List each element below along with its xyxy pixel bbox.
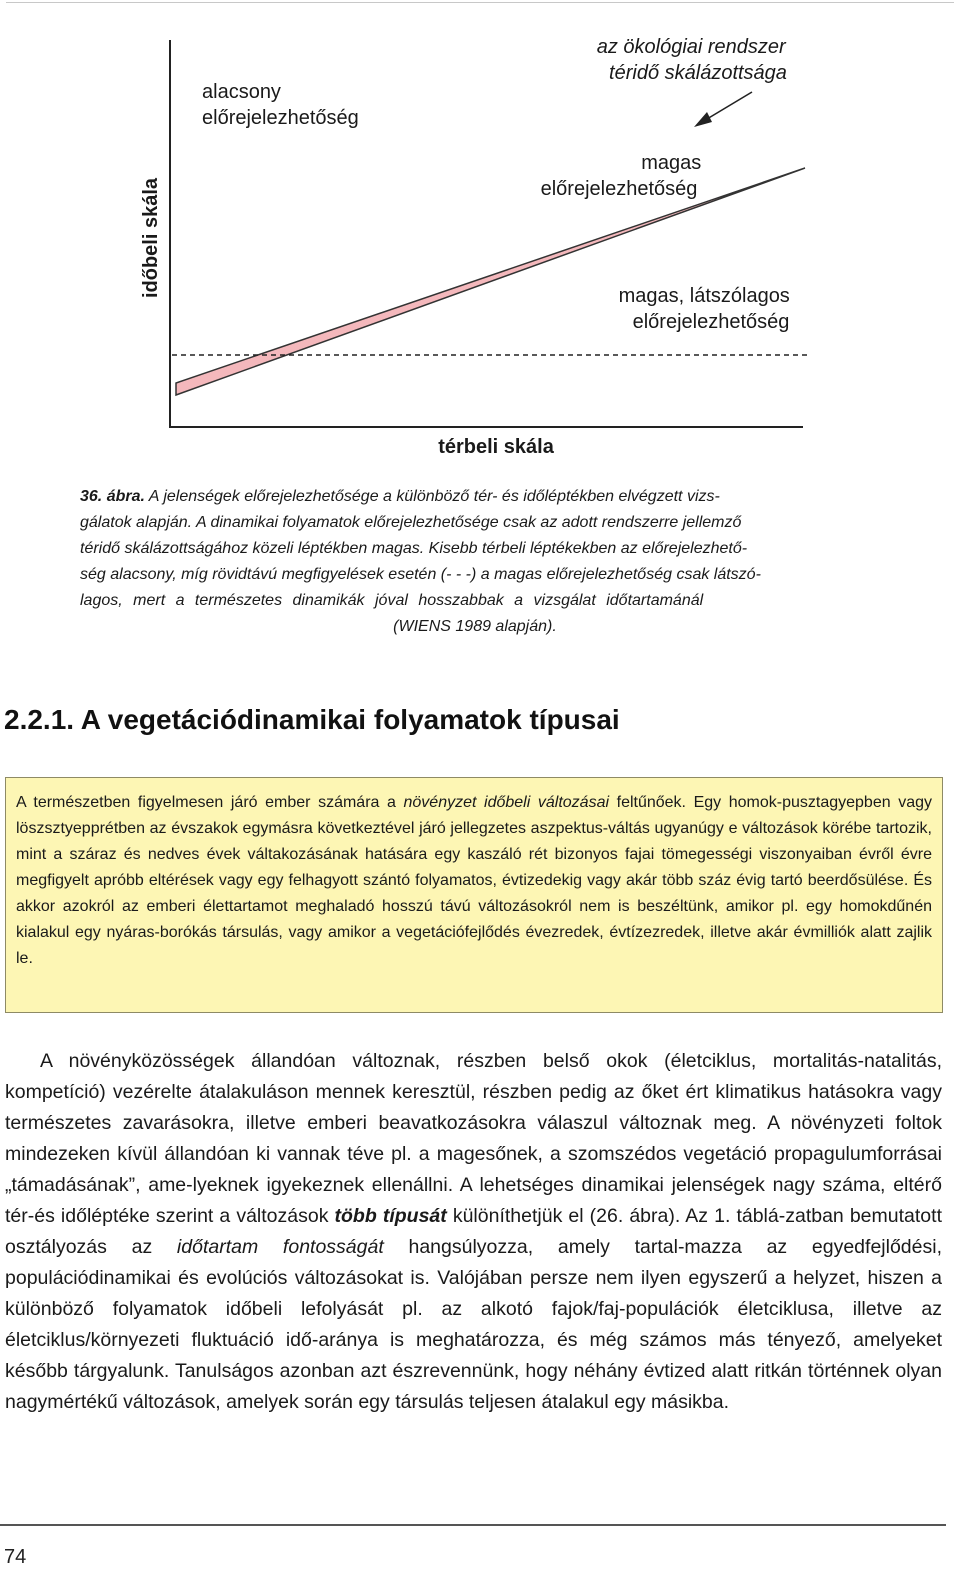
caption-line: lagos, mert a természetes dinamikák jóval hosszabbak a vizsgálat időtartamánál [80,592,704,609]
caption-line: gálatok alapján. A dinamikai folyamatok előrejelezhetősége csak az adott rendszerre jellemző [80,514,742,531]
caption-figure-number: 36. ábra. [80,488,145,505]
highlight-text: A természetben figyelmesen járó ember számára a növényzet időbeli változásai feltűnőek. Egy homok-pusztagyepben vagy löszsztyepprétben az évszakok egymásra következtével járó jellegzetes aszpektus-váltás ugyanúgy e változások körébe tartozik, mint a száraz és nedves évek váltakozásának hatására egy kaszáló rét bizonyos fajai tömegességi viszonyaiban évről évre megfigyelt apróbb eltérések vagy egy felhagyott szántó folyamatos, évtizedekig vagy akár több száz évig tartó beerdősülése. És akkor azokról az emberi élettartamot meghaladó hosszú távú változásokról nem is beszéltünk, amikor pl. egy homokdűnén kialakul egy nyáras-borókás társulás, vagy amikor a vegetációfejlődés évezredek, évtízezredek, illetve akár évmilliók alatt zajlik le. [16,794,933,967]
y-axis-label: időbeli skála [140,177,162,299]
section-heading: 2.2.1. A vegetációdinamikai folyamatok típusai [4,704,620,735]
label-high-predictability: magas előrejelezhetőség [540,152,702,200]
body-paragraph: A növényközösségek állandóan változnak, részben belső okok (életciklus, mortalitás-natalitás, kompetíció) vezérelte átalakuláson mennek keresztül, részben pedig az őket ért klimatikus hatásokra vagy természetes zavarásokra, illetve emberi beavatkozásokra válaszul változnak meg. A növényzeti foltok mindezeken kívül állandóan ki vannak téve pl. a magesőnek, a szomszédos vegetáció propagulumforrásai „támadásának”, ame-lyeknek igyekeznek ellenállni. A lehetséges dinamikai jelenségek nagy száma, eltérő tér-és időléptéke szerint a változások több típusát különíthetjük el (26. ábra). Az 1. táblá-zatban bemutatott osztályozás az időtartam fontosságát hangsúlyozza, amely tartal-mazza az egyedfejlődési, populációdinamikai és evolúciós változásokat is. Valójában persze nem ilyen egyszerű a helyzet, hiszen a különböző folyamatok időbeli lefolyását pl. az alkotó fajok/faj-populációk életciklusa, illetve az életciklus/környezeti fluktuáció idő-aránya is meghatározza, és még számos más tényező, amelyeket később tárgyalunk. Tanulságos azonban azt észrevennünk, hogy néhány évtized alatt ritkán történnek olyan nagymértékű változások, amelyek során egy társulás teljesen átalakul egy másikba. [5,1050,942,1413]
x-axis-label: térbeli skála [438,436,554,458]
footer-rule [0,1524,946,1526]
figure-diagram [0,0,960,470]
arrow-head-icon [694,112,712,127]
caption-line: 36. ábra. A jelenségek előrejelezhetősége a különböző tér- és időléptékben elvégzett vizs- [80,488,720,505]
label-low-predictability: alacsony előrejelezhetőség [202,81,359,129]
page-number: 74 [4,1546,27,1568]
caption-line: téridő skálázottságához közeli léptékben magas. Kisebb térbeli léptékekben az előrejelezhető- [80,540,748,557]
label-apparent-predictability: magas, látszólagos előrejelezhetőség [618,285,790,333]
caption-line: (WIENS 1989 alapján). [393,618,557,635]
figure-caption [80,484,870,640]
caption-line: ség alacsony, míg rövidtávú megfigyelések esetén (- - -) a magas előrejelezhetőség csak látszó- [80,566,761,583]
scale-triangle [176,168,805,395]
label-ecosystem-scaling: az ökológiai rendszer téridő skálázottsága [596,36,787,84]
highlight-box [5,777,943,1013]
